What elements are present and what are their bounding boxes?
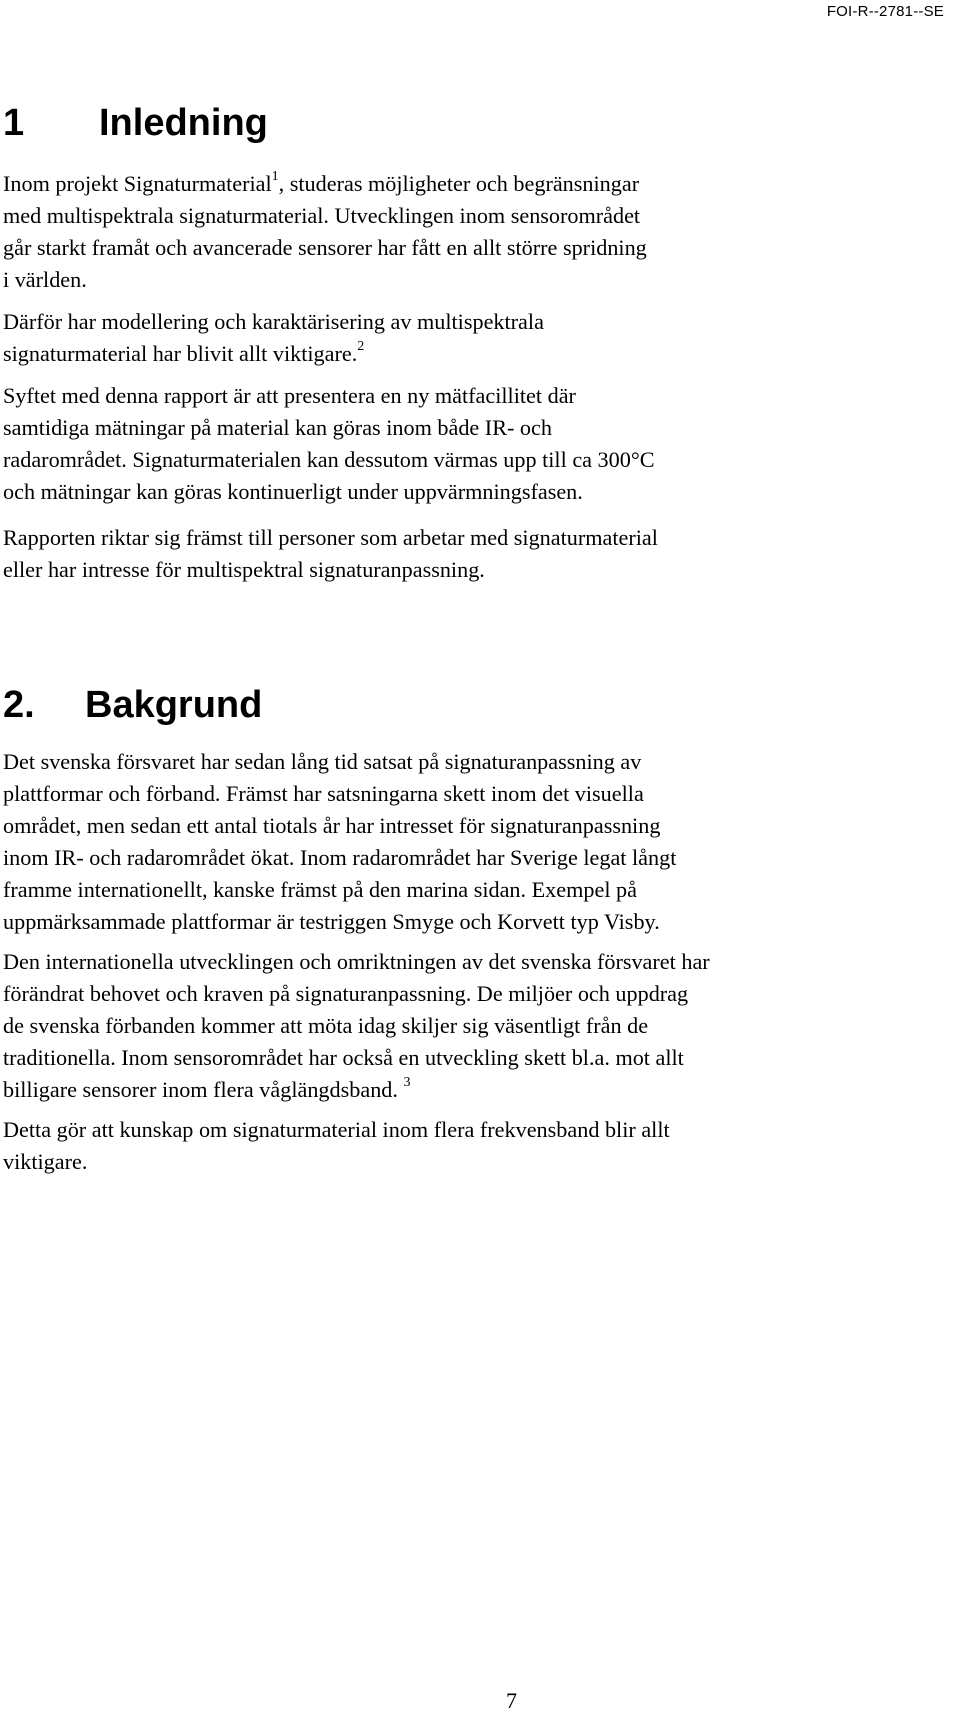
text-line: plattformar och förband. Främst har satsningarna skett inom det visuella — [3, 781, 644, 806]
text-line: går starkt framåt och avancerade sensorer har fått en allt större spridning — [3, 235, 647, 260]
footnote-ref: 2 — [357, 339, 365, 354]
page-number: 7 — [506, 1688, 517, 1713]
text-line: viktigare. — [3, 1149, 88, 1174]
paragraph — [3, 306, 883, 370]
footnote-ref: 1 — [271, 169, 279, 184]
paragraph — [3, 1114, 883, 1178]
text-run: , studeras möjligheter och begränsningar — [278, 171, 640, 196]
paragraph — [3, 946, 883, 1106]
text-line: Därför har modellering och karaktärisering av multispektrala — [3, 309, 544, 334]
text-line: Det svenska försvaret har sedan lång tid satsat på signaturanpassning av — [3, 749, 642, 774]
text-line: uppmärksammade plattformar är testriggen Smyge och Korvett typ Visby. — [3, 909, 660, 934]
text-line: Den internationella utvecklingen och omriktningen av det svenska försvaret har — [3, 949, 710, 974]
section-title: Inledning — [99, 102, 268, 144]
text-line: och mätningar kan göras kontinuerligt under uppvärmningsfasen. — [3, 479, 583, 504]
text-run: Inom projekt Signaturmaterial — [3, 171, 272, 196]
paragraph — [3, 522, 883, 586]
section-number: 2. — [3, 684, 35, 726]
text-line: traditionella. Inom sensorområdet har också en utveckling skett bl.a. mot allt — [3, 1045, 684, 1070]
text-line: inom IR- och radarområdet ökat. Inom radarområdet har Sverige legat långt — [3, 845, 677, 870]
document-id: FOI-R--2781--SE — [826, 3, 944, 20]
paragraph — [3, 168, 883, 296]
section-heading-bakgrund — [3, 684, 262, 727]
paragraph — [3, 380, 883, 508]
text-line: de svenska förbanden kommer att möta idag skiljer sig väsentligt från de — [3, 1013, 649, 1038]
section-title: Bakgrund — [85, 684, 263, 726]
text-line: Rapporten riktar sig främst till personer som arbetar med signaturmaterial — [3, 525, 658, 550]
text-line: samtidiga mätningar på material kan göras inom både IR- och — [3, 415, 552, 440]
text-line: radarområdet. Signaturmaterialen kan dessutom värmas upp till ca 300°C — [3, 447, 655, 472]
text-line: eller har intresse för multispektral signaturanpassning. — [3, 557, 485, 582]
text-line: området, men sedan ett antal tiotals år har intresset för signaturanpassning — [3, 813, 661, 838]
footnote-ref: 3 — [403, 1075, 411, 1090]
text-line: Syftet med denna rapport är att presentera en ny mätfacillitet där — [3, 383, 576, 408]
text-line: i världen. — [3, 267, 87, 292]
text-line: framme internationellt, kanske främst på den marina sidan. Exempel på — [3, 877, 637, 902]
text-run: billigare sensorer inom flera våglängdsband. — [3, 1077, 398, 1102]
text-line: förändrat behovet och kraven på signaturanpassning. De miljöer och uppdrag — [3, 981, 689, 1006]
section-number: 1 — [3, 102, 25, 144]
text-run: signaturmaterial har blivit allt viktigare. — [3, 341, 358, 366]
text-line: Detta gör att kunskap om signaturmaterial inom flera frekvensband blir allt — [3, 1117, 670, 1142]
text-line: med multispektrala signaturmaterial. Utvecklingen inom sensorområdet — [3, 203, 641, 228]
paragraph — [3, 746, 883, 938]
section-heading-inledning — [3, 102, 268, 145]
